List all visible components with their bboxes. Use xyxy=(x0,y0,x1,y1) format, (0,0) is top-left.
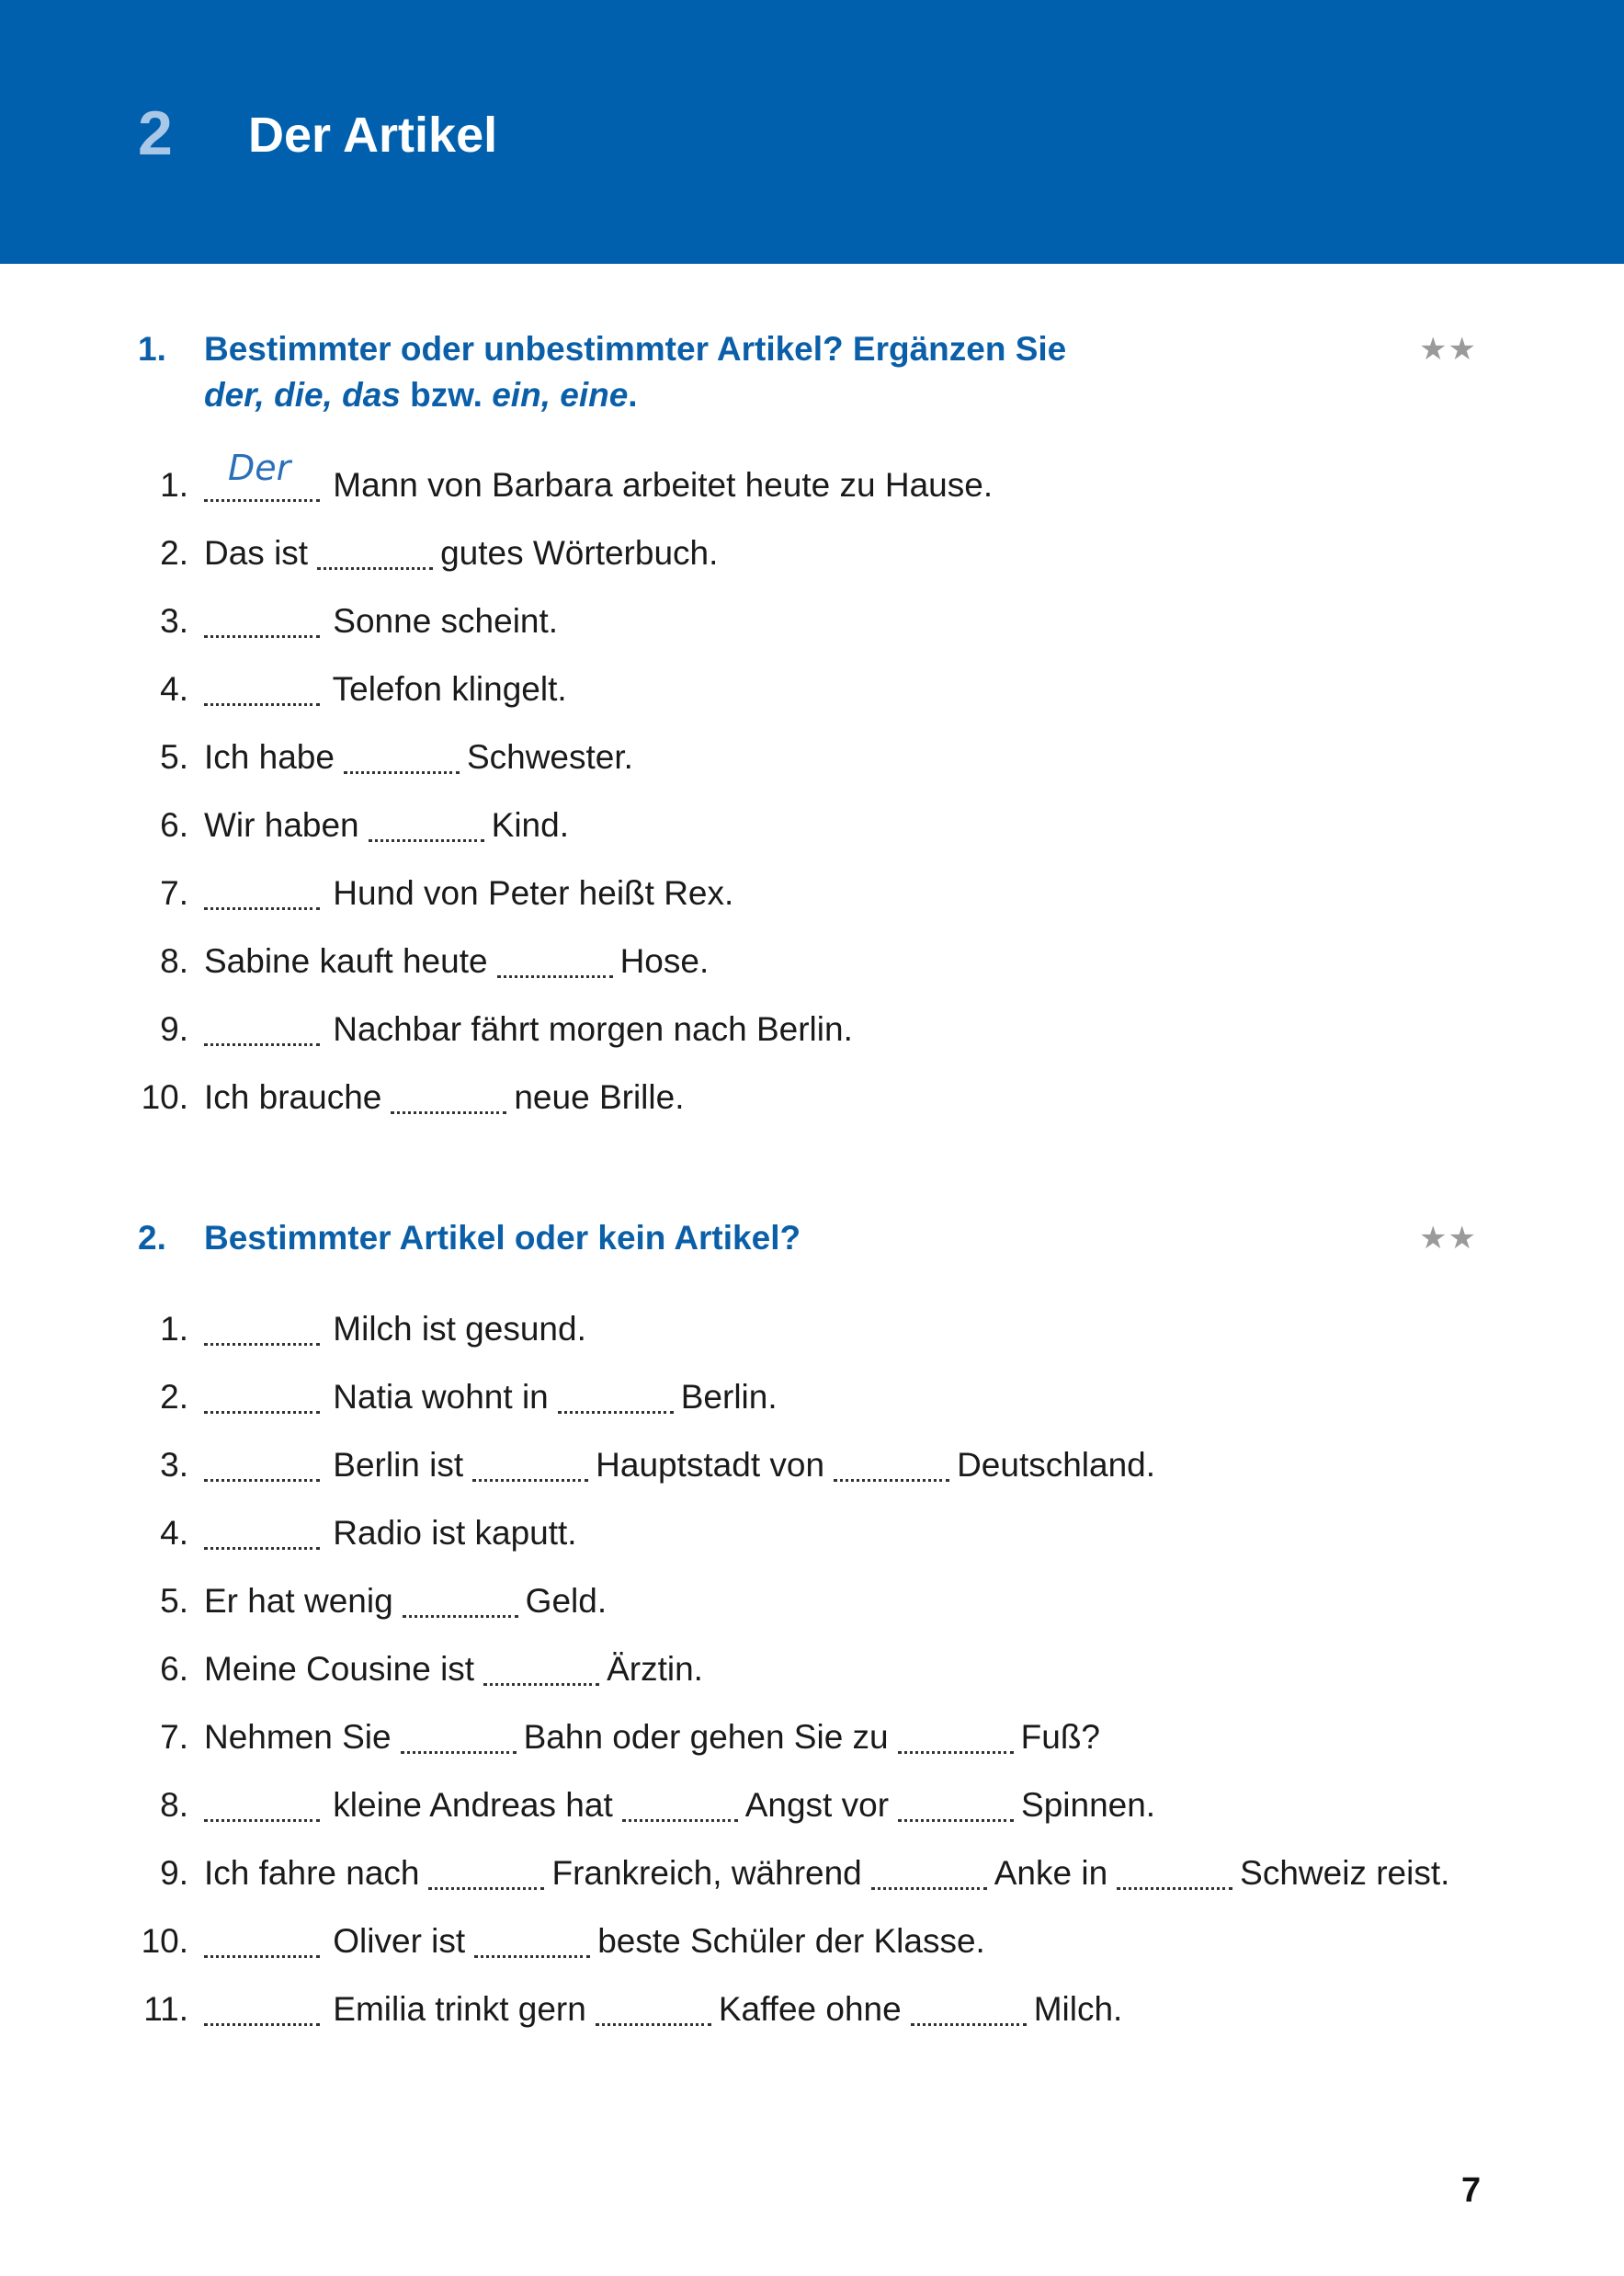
item-sentence xyxy=(204,1710,1100,1765)
item-number: 3. xyxy=(160,602,188,640)
chapter-header xyxy=(0,0,1624,264)
item-number: 2. xyxy=(160,534,188,572)
item-sentence xyxy=(204,1642,703,1697)
item-text: Mann von Barbara arbeitet heute zu Hause. xyxy=(333,466,994,504)
item-number: 4. xyxy=(160,1514,188,1552)
item-text: Ich brauche xyxy=(204,1078,382,1116)
item-text: Nehmen Sie xyxy=(204,1718,392,1756)
item-text: Er hat wenig xyxy=(204,1582,393,1620)
item-text: kleine Andreas hat xyxy=(333,1786,613,1824)
blank-field[interactable] xyxy=(483,1648,599,1686)
list-item xyxy=(0,1914,1624,1969)
list-item xyxy=(0,662,1624,717)
blank-field[interactable] xyxy=(497,940,613,978)
blank-field[interactable] xyxy=(871,1852,987,1890)
item-sentence xyxy=(204,730,633,785)
item-number: 10. xyxy=(141,1922,188,1960)
item-text: Ich habe xyxy=(204,738,335,776)
item-number: 10. xyxy=(141,1078,188,1116)
list-item xyxy=(0,448,1624,513)
item-text: Radio ist kaputt. xyxy=(333,1514,577,1552)
blank-field[interactable] xyxy=(204,668,320,706)
item-text: Angst vor xyxy=(744,1786,890,1824)
list-item xyxy=(0,526,1624,581)
exercise-number: 1. xyxy=(138,330,166,368)
blank-field[interactable] xyxy=(474,1920,590,1958)
item-sentence xyxy=(204,1574,607,1629)
item-number: 7. xyxy=(160,1718,188,1756)
item-number: 1. xyxy=(160,1310,188,1348)
item-text: gutes Wörterbuch. xyxy=(440,534,719,572)
item-number: 5. xyxy=(160,738,188,776)
blank-field[interactable] xyxy=(472,1444,588,1482)
blank-field[interactable] xyxy=(834,1444,949,1482)
exercise-title-articles-definite: der, die, das xyxy=(204,376,401,414)
item-text: neue Brille. xyxy=(514,1078,685,1116)
list-item xyxy=(0,1438,1624,1493)
item-text: Hund von Peter heißt Rex. xyxy=(333,874,734,912)
item-sentence xyxy=(204,798,569,853)
blank-field[interactable] xyxy=(558,1376,674,1414)
item-text: Milch. xyxy=(1033,1990,1123,2028)
item-text: Emilia trinkt gern xyxy=(333,1990,586,2028)
item-text: Oliver ist xyxy=(333,1922,466,1960)
exercise-title-end: . xyxy=(628,376,638,414)
difficulty-stars: ★★ xyxy=(1419,1221,1477,1256)
item-text: Meine Cousine ist xyxy=(204,1650,475,1688)
item-number: 9. xyxy=(160,1010,188,1048)
list-item xyxy=(0,798,1624,853)
item-sentence xyxy=(204,1846,1449,1901)
item-number: 5. xyxy=(160,1582,188,1620)
item-sentence xyxy=(204,1914,985,1969)
difficulty-stars: ★★ xyxy=(1419,332,1477,367)
list-item xyxy=(0,1370,1624,1425)
item-number: 8. xyxy=(160,1786,188,1824)
list-item xyxy=(0,1642,1624,1697)
item-text: Natia wohnt in xyxy=(333,1378,549,1416)
list-item xyxy=(0,1846,1624,1901)
item-text: beste Schüler der Klasse. xyxy=(597,1922,985,1960)
blank-field[interactable] xyxy=(1117,1852,1232,1890)
list-item xyxy=(0,934,1624,989)
item-text: Hose. xyxy=(619,942,710,980)
item-text: Telefon klingelt. xyxy=(332,670,567,708)
chapter-title: Der Artikel xyxy=(248,108,498,163)
blank-field[interactable] xyxy=(622,1784,738,1822)
item-text: Hauptstadt von xyxy=(596,1446,825,1484)
blank-field[interactable] xyxy=(401,1716,517,1754)
item-sentence xyxy=(204,1370,778,1425)
item-text: Sabine kauft heute xyxy=(204,942,488,980)
item-number: 7. xyxy=(160,874,188,912)
blank-field[interactable] xyxy=(596,1988,711,2026)
item-number: 9. xyxy=(160,1854,188,1892)
exercise-title-articles-indefinite: ein, eine xyxy=(492,376,629,414)
handwritten-answer: Der xyxy=(228,448,291,488)
item-number: 1. xyxy=(160,466,188,504)
item-text: Ärztin. xyxy=(607,1650,703,1688)
exercise-title-connector: bzw. xyxy=(400,376,493,414)
item-sentence xyxy=(204,662,567,717)
list-item xyxy=(0,1002,1624,1057)
list-item xyxy=(0,1506,1624,1561)
blank-field[interactable] xyxy=(204,1008,320,1046)
item-sentence xyxy=(204,1778,1155,1833)
item-sentence xyxy=(204,526,718,581)
blank-field[interactable] xyxy=(204,1784,320,1822)
list-item xyxy=(0,1302,1624,1357)
item-sentence xyxy=(204,448,994,513)
list-item xyxy=(0,866,1624,921)
item-number: 2. xyxy=(160,1378,188,1416)
blank-field[interactable] xyxy=(898,1716,1014,1754)
item-sentence xyxy=(204,1438,1155,1493)
chapter-number: 2 xyxy=(138,98,173,168)
item-text: Berlin ist xyxy=(333,1446,464,1484)
item-text: Berlin. xyxy=(680,1378,778,1416)
item-text: Anke in xyxy=(994,1854,1108,1892)
item-text: Das ist xyxy=(204,534,309,572)
item-text: Fuß? xyxy=(1020,1718,1100,1756)
item-number: 11. xyxy=(143,1990,188,2028)
item-text: Wir haben xyxy=(204,806,359,844)
item-sentence xyxy=(204,1070,684,1125)
page-number: 7 xyxy=(1461,2171,1482,2210)
blank-field[interactable] xyxy=(204,448,320,502)
blank-field[interactable] xyxy=(204,600,320,638)
item-text: Schweiz reist. xyxy=(1240,1854,1450,1892)
blank-field[interactable] xyxy=(369,804,484,842)
blank-field[interactable] xyxy=(391,1076,506,1114)
item-sentence xyxy=(204,1002,853,1057)
item-text: Bahn oder gehen Sie zu xyxy=(523,1718,889,1756)
blank-field[interactable] xyxy=(344,736,460,774)
item-text: Deutschland. xyxy=(957,1446,1156,1484)
list-item xyxy=(0,594,1624,649)
list-item xyxy=(0,1574,1624,1629)
item-text: Spinnen. xyxy=(1021,1786,1156,1824)
blank-field[interactable] xyxy=(317,532,433,570)
list-item xyxy=(0,1070,1624,1125)
item-text: Milch ist gesund. xyxy=(333,1310,586,1348)
list-item xyxy=(0,730,1624,785)
item-sentence xyxy=(204,1982,1122,2037)
item-number: 4. xyxy=(160,670,188,708)
exercise-title-line1: Bestimmter oder unbestimmter Artikel? Ergänzen Sie xyxy=(204,330,1067,368)
item-text: Nachbar fährt morgen nach Berlin. xyxy=(333,1010,853,1048)
item-text: Geld. xyxy=(525,1582,608,1620)
item-text: Frankreich, während xyxy=(551,1854,862,1892)
item-text: Ich fahre nach xyxy=(204,1854,420,1892)
item-sentence xyxy=(204,934,709,989)
item-text: Sonne scheint. xyxy=(333,602,559,640)
item-number: 8. xyxy=(160,942,188,980)
blank-field[interactable] xyxy=(204,1988,320,2026)
item-number: 6. xyxy=(160,806,188,844)
item-number: 6. xyxy=(160,1650,188,1688)
exercise-title: Bestimmter Artikel oder kein Artikel? xyxy=(204,1219,801,1257)
blank-field[interactable] xyxy=(204,1444,320,1482)
exercise-title xyxy=(204,326,1399,418)
item-sentence xyxy=(204,594,558,649)
item-number: 3. xyxy=(160,1446,188,1484)
item-text: Kind. xyxy=(491,806,569,844)
blank-field[interactable] xyxy=(898,1784,1014,1822)
blank-field[interactable] xyxy=(204,1308,320,1346)
blank-field[interactable] xyxy=(403,1580,518,1618)
list-item xyxy=(0,1982,1624,2037)
blank-field[interactable] xyxy=(428,1852,544,1890)
item-sentence xyxy=(204,1302,586,1357)
blank-field[interactable] xyxy=(204,1920,320,1958)
list-item xyxy=(0,1710,1624,1765)
exercise-number: 2. xyxy=(138,1219,166,1257)
item-text: Kaffee ohne xyxy=(718,1990,902,2028)
blank-field[interactable] xyxy=(204,872,320,910)
blank-field[interactable] xyxy=(204,1512,320,1550)
item-text: Schwester. xyxy=(466,738,633,776)
item-sentence xyxy=(204,866,733,921)
blank-field[interactable] xyxy=(911,1988,1027,2026)
list-item xyxy=(0,1778,1624,1833)
blank-field[interactable] xyxy=(204,1376,320,1414)
item-sentence xyxy=(204,1506,577,1561)
